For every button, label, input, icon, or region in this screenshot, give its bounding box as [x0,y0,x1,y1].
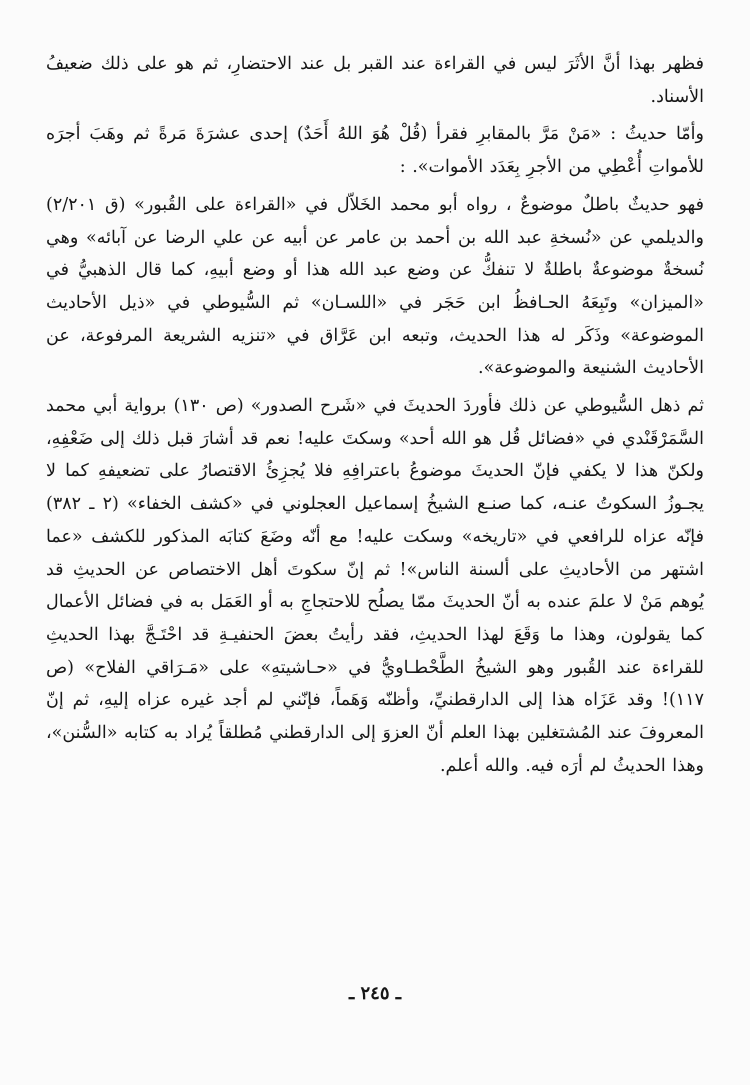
paragraph-suyuti-critique: ثم ذهل السُّيوطي عن ذلك فأوردَ الحديثَ في «شَرح الصدور» (ص ١٣٠) برواية أبي محمد السَّمَرْقَنْدي في «فضائل قُل هو الله أحد» وسكتَ عليه! نعم قد أشارَ قبل ذلك إلى ضَعْفِهِ، ولكنّ هذا لا يكفي فإنّ الحديثَ موضوعُ باعترافِهِ فلا يُجزِئُ الاقتصارُ على تضعيفهِ كما لا يجـوزُ السكوتُ عنـه، كما صنـع الشيخُ إسماعيل العجلوني في «كشف الخفاء» (٢ ـ ٣٨٢) فإنّه عزاه للرافعي في «تاريخه» وسكت عليه! مع أنّه وضَعَ كتابَه المذكور للكشف «عما اشتهر من الأحاديثِ على ألسنة الناس»! ثم إنّ سكوتَ أهل الاختصاص عن الحديثِ قد يُوهم مَنْ لا علمَ عنده به أنّ الحديثَ ممّا يصلُح للاحتجاجِ به أو العَمَل به في فضائل الأعمال كما يقولون، وهذا ما وَقَعَ لهذا الحديثِ، فقد رأيتُ بعضَ الحنفيـةِ قد احْتَـجَّ بهذا الحديثِ للقراءة عند القُبور وهو الشيخُ الطَّحْطـاويُّ في «حـاشيتهِ» على «مَـرَاقي الفلاح» (ص ١١٧)! وقد عَزَاه هذا إلى الدارقطنيِّ، وأظنّه وَهَماً، فإنّني لم أجد غيره عزاه إليهِ، ثم إنّ المعروفَ عند المُشتغلين بهذا العلم أنّ العزوَ إلى الدارقطني مُطلقاً يُراد به كتابه «السُّنن»، وهذا الحديثُ لم أرَه فيه. والله أعلم. [46,396,704,776]
paragraph-intro: فظهر بهذا أنَّ الأثَرَ ليس في القراءة عند القبر بل عند الاحتضارِ، ثم هو على ذلك ضعيفُ الأسناد. [46,54,704,107]
page-number: ـ ٢٤٥ ـ [348,983,402,1004]
paragraph-hadith-ruling: فهو حديثٌ باطلٌ موضوعٌ ، رواه أبو محمد الخَلاّل في «القراءة على القُبور» (ق ٢/٢٠١) والديلمي عن «نُسخةِ عبد الله بن أحمد بن عامر عن أبيه عن علي الرضا عن آبائه» وهي نُسخةٌ موضوعةٌ باطلةٌ لا تنفكُّ عن وضع عبد الله هذا أو وضع أبيهِ، كما قال الذهبيُّ في «الميزان» وتَبِعَهُ الحـافظُ ابن حَجَر في «اللسـان» ثم السُّيوطي في «ذيل الأحاديث الموضوعة» وذَكَر له هذا الحديث، وتبعه ابن عَرَّاق في «تنزيه الشريعة المرفوعة، عن الأحاديث الشنيعة والموضوعة». [46,194,704,379]
paragraph-hadith-quote: وأمّا حديثُ : «مَنْ مَرَّ بالمقابرِ فقرأ (قُلْ هُوَ اللهُ أَحَدٌ) إحدى عشرَةَ مَرةً ثم وهَبَ أجرَه للأمواتِ أُعْطِي من الأجرِ بِعَدَد الأموات». : [46,124,704,178]
